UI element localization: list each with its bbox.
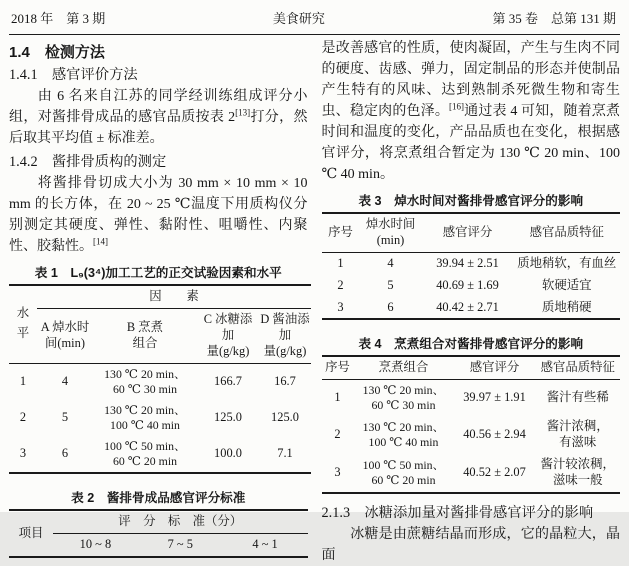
table1-col-soy: D 酱油添加 量(g/kg) bbox=[259, 308, 311, 363]
table1-factor-header: 因 素 bbox=[37, 285, 311, 308]
table2-item-header: 项目 bbox=[18, 525, 44, 540]
header-issue: 2018 年 第 3 期 bbox=[11, 11, 106, 26]
table-row bbox=[322, 297, 621, 320]
cell-time: 4 bbox=[387, 255, 394, 270]
cell-cook-combo: 130 ℃ 20 min、 100 ℃ 40 min bbox=[104, 402, 186, 432]
paragraph-cooking-discussion bbox=[322, 38, 621, 185]
page-columns bbox=[9, 35, 620, 566]
cell-no: 2 bbox=[334, 427, 341, 442]
table1-col-cook-combo: B 烹煮 组合 bbox=[93, 308, 197, 363]
table-row bbox=[9, 400, 311, 436]
table1-col-sugar: C 冰糖添加 量(g/kg) bbox=[197, 308, 259, 363]
paragraph-text: 打分，然后取其平均值 ± 标准差。 bbox=[9, 110, 308, 146]
section-heading-1-4: 1.4 检测方法 bbox=[9, 44, 105, 61]
cell-feature: 酱汁浓稠， 有滋味 bbox=[546, 419, 609, 450]
cell-blanch: 4 bbox=[61, 373, 69, 388]
cell-score-range: 4 ~ 1 bbox=[252, 536, 278, 551]
table1-factor-header-row bbox=[9, 285, 311, 308]
table1-col-blanch-time: A 焯水时 间(min) bbox=[37, 308, 93, 363]
table3-blanch-time-effect bbox=[322, 212, 621, 320]
section-heading-1-4-1: 1.4.1 感官评价方法 bbox=[9, 67, 138, 83]
table1-column-header-row bbox=[9, 308, 311, 363]
cell-score: 39.94 ± 2.51 bbox=[436, 255, 499, 270]
table1-orthogonal-factors bbox=[9, 284, 311, 474]
table3-col-score: 感官评分 bbox=[422, 213, 514, 252]
table-row bbox=[322, 454, 621, 493]
cell-soy: 125.0 bbox=[271, 409, 299, 424]
cell-sugar: 125.0 bbox=[214, 409, 242, 424]
table2-sensory-score-standard bbox=[9, 509, 308, 558]
table3-col-no: 序号 bbox=[322, 213, 360, 252]
section-heading-2-1-3: 2.1.3 冰糖添加量对酱排骨感官评分的影响 bbox=[321, 504, 594, 521]
table-row bbox=[322, 380, 621, 417]
paragraph-sensory-method bbox=[9, 86, 308, 149]
paragraph-sugar-intro: 冰糖是由蔗糖结晶而形成，它的晶粒大，晶面 bbox=[321, 526, 620, 563]
table-row bbox=[322, 252, 621, 274]
cell-score: 40.69 ± 1.69 bbox=[436, 277, 499, 292]
cell-soy: 7.1 bbox=[277, 446, 293, 461]
table2-caption: 表 2 酱排骨成品感官评分标准 bbox=[71, 491, 246, 506]
table-row bbox=[322, 416, 621, 454]
paragraph-text: 将酱排骨切成大小为 30 mm × 10 mm × 10 mm 的长方体，在 20 ~ 25 ℃温度下用质构仪分别测定其硬度、弹性、黏附性、咀嚼性、内聚性、胶黏性。 bbox=[9, 176, 308, 254]
cell-blanch: 6 bbox=[61, 446, 69, 461]
cell-score-range: 10 ~ 8 bbox=[79, 536, 112, 551]
cell-no: 1 bbox=[337, 255, 344, 270]
paragraph-text: 是改善感官的性质，使肉凝固，产生与生肉不同的硬度、齿感、弹力，固定制品的形态并使制品产生特有的风味、达到熟制杀死微生物和寄生虫、稳定肉的色泽。 bbox=[321, 41, 620, 119]
cell-score: 39.97 ± 1.91 bbox=[463, 390, 526, 405]
header-journal-title: 美食研究 bbox=[272, 11, 325, 26]
cell-cook-combo: 130 ℃ 20 min、 60 ℃ 30 min bbox=[104, 366, 186, 396]
table4-cook-combo-effect bbox=[322, 355, 621, 494]
left-column bbox=[9, 38, 308, 566]
cell-score: 40.56 ± 2.94 bbox=[463, 427, 526, 442]
table2-score-header: 评 分 标 准（分） bbox=[53, 510, 308, 533]
cell-feature: 质地稍软，有血丝 bbox=[517, 255, 617, 270]
table4-header-row bbox=[322, 356, 621, 379]
cell-feature: 酱汁较浓稠， 滋味一般 bbox=[540, 457, 615, 488]
cell-feature: 软硬适宜 bbox=[541, 277, 592, 292]
cell-feature: 质地稍硬 bbox=[541, 299, 592, 314]
cell-no: 3 bbox=[334, 465, 341, 480]
table1-level-header: 水平 bbox=[9, 285, 37, 363]
table-row bbox=[322, 275, 621, 297]
section-heading-1-4-2: 1.4.2 酱排骨质构的测定 bbox=[9, 154, 167, 170]
cell-level: 1 bbox=[19, 373, 27, 388]
cell-score: 40.42 ± 2.71 bbox=[436, 299, 499, 314]
page-header bbox=[9, 6, 620, 35]
citation-ref-16: [16] bbox=[449, 101, 464, 112]
table4-col-feature: 感官品质特征 bbox=[536, 356, 621, 379]
cell-combo: 130 ℃ 20 min、 60 ℃ 30 min bbox=[362, 383, 445, 413]
cell-score-range: 7 ~ 5 bbox=[167, 536, 193, 551]
table1-caption: 表 1 L₉(3⁴)加工工艺的正交试验因素和水平 bbox=[34, 266, 282, 280]
right-column bbox=[322, 38, 621, 566]
table4-caption: 表 4 烹煮组合对酱排骨感官评分的影响 bbox=[358, 337, 584, 352]
cell-time: 6 bbox=[387, 299, 394, 314]
table3-caption: 表 3 焯水时间对酱排骨感官评分的影响 bbox=[358, 194, 584, 208]
table4-col-score: 感官评分 bbox=[454, 356, 536, 379]
citation-ref-14: [14] bbox=[93, 236, 108, 247]
cell-no: 2 bbox=[337, 277, 344, 292]
table2-score-header-row bbox=[9, 510, 308, 533]
table-row bbox=[9, 436, 311, 473]
paragraph-text: 由 6 名来自江苏的同学经训练组成评分小组，对酱排骨成品的感官品质按表 2 bbox=[9, 89, 308, 125]
paragraph-text: 通过表 4 可知，随着烹煮时间和温度的变化，产品品质也在变化，根据感官评分，将烹煮组合暂定为 130 ℃ 20 min、100 ℃ 40 min。 bbox=[321, 104, 620, 182]
cell-time: 5 bbox=[387, 277, 394, 292]
cell-cook-combo: 100 ℃ 50 min、 60 ℃ 20 min bbox=[104, 438, 186, 468]
cell-feature: 酱汁有些稀 bbox=[546, 390, 609, 405]
table3-col-time: 焯水时间 (min) bbox=[360, 213, 422, 252]
cell-score: 40.52 ± 2.07 bbox=[463, 465, 526, 480]
table3-header-row bbox=[322, 213, 621, 252]
citation-ref-13: [13] bbox=[235, 107, 251, 118]
cell-level: 3 bbox=[19, 446, 27, 461]
cell-blanch: 5 bbox=[61, 409, 69, 424]
header-volume: 第 35 卷 总第 131 期 bbox=[492, 11, 616, 26]
table2-range-row bbox=[9, 533, 308, 556]
paragraph-texture-method bbox=[9, 173, 308, 257]
cell-level: 2 bbox=[19, 409, 27, 424]
cell-sugar: 100.0 bbox=[214, 446, 242, 461]
cell-no: 3 bbox=[337, 299, 344, 314]
table4-col-combo: 烹煮组合 bbox=[354, 356, 454, 379]
table3-col-feature: 感官品质特征 bbox=[514, 213, 621, 252]
table-row bbox=[9, 363, 311, 400]
cell-sugar: 166.7 bbox=[214, 373, 242, 388]
cell-soy: 16.7 bbox=[274, 373, 296, 388]
cell-combo: 130 ℃ 20 min、 100 ℃ 40 min bbox=[362, 420, 445, 450]
table4-col-no: 序号 bbox=[322, 356, 354, 379]
cell-combo: 100 ℃ 50 min、 60 ℃ 20 min bbox=[362, 457, 445, 488]
cell-no: 1 bbox=[334, 390, 341, 405]
